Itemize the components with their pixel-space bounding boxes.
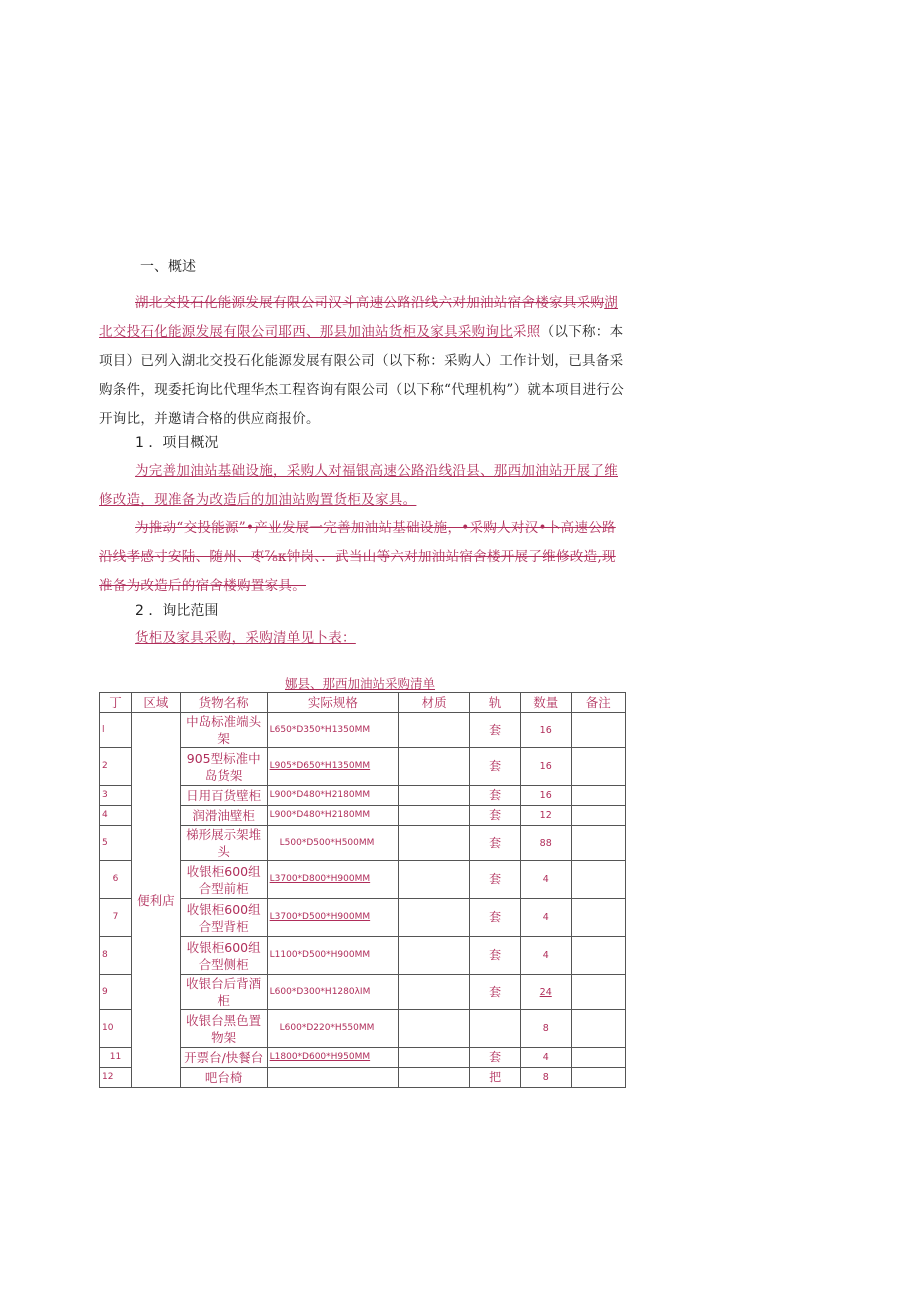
row-no: 10 bbox=[100, 1010, 132, 1048]
row-note bbox=[571, 748, 625, 786]
header-name: 货物名称 bbox=[180, 693, 267, 713]
overview-text: （以下称：本项目）已列入湖北交投石化能源发展有限公司（以下称：采购人）工作计划，已具备采购条件，现委托询比代理华杰工程咨询有限公司（以下称“代理机构”）就本项目进行公开询比，并邀请合格的供应商报价。 bbox=[99, 324, 625, 427]
row-qty: 4 bbox=[520, 861, 571, 899]
row-note bbox=[571, 1048, 625, 1068]
row-unit: 套 bbox=[470, 899, 521, 937]
row-name: 中岛标准端头架 bbox=[180, 713, 267, 748]
row-name: 收银台黑色置物架 bbox=[180, 1010, 267, 1048]
row-no: 9 bbox=[100, 975, 132, 1010]
row-qty: 4 bbox=[520, 937, 571, 975]
row-unit: 套 bbox=[470, 937, 521, 975]
row-no: 7 bbox=[100, 899, 132, 937]
row-no: 12 bbox=[100, 1068, 132, 1088]
row-note bbox=[571, 937, 625, 975]
row-material bbox=[399, 861, 470, 899]
header-note: 备注 bbox=[571, 693, 625, 713]
row-material bbox=[399, 1068, 470, 1088]
project-overview-new-text: 为完善加油站基础设施，采购人对福银高速公路沿线沿县、那西加油站开展了维修改造，现准备为改造后的加油站购置货柜及家具。 bbox=[99, 463, 618, 508]
header-spec: 实际规格 bbox=[267, 693, 398, 713]
row-note bbox=[571, 786, 625, 806]
row-no: 8 bbox=[100, 937, 132, 975]
subsection-heading-overview: 1 ．项目概况 bbox=[135, 435, 219, 451]
table-title: 娜县、那西加油站采购清单 bbox=[285, 676, 436, 691]
row-unit: 套 bbox=[470, 861, 521, 899]
row-material bbox=[399, 826, 470, 861]
project-name-tail: 采照 bbox=[513, 324, 541, 340]
row-unit: 把 bbox=[470, 1068, 521, 1088]
row-qty: 12 bbox=[520, 806, 571, 826]
row-spec: L900*D480*H2180MM bbox=[267, 786, 398, 806]
row-spec: L650*D350*H1350MM bbox=[267, 713, 398, 748]
row-unit: 套 bbox=[470, 1048, 521, 1068]
row-material bbox=[399, 713, 470, 748]
row-spec: L3700*D500*H900MM bbox=[267, 899, 398, 937]
subsection-heading-scope: 2 ．询比范围 bbox=[135, 603, 219, 619]
row-name: 开票台/快餐台 bbox=[180, 1048, 267, 1068]
row-material bbox=[399, 748, 470, 786]
row-note bbox=[571, 975, 625, 1010]
row-unit: 套 bbox=[470, 806, 521, 826]
row-note bbox=[571, 1010, 625, 1048]
header-qty: 数量 bbox=[520, 693, 571, 713]
header-area: 区域 bbox=[131, 693, 180, 713]
header-unit: 轨 bbox=[470, 693, 521, 713]
row-spec: L600*D300*H1280λIM bbox=[267, 975, 398, 1010]
row-spec bbox=[267, 1068, 398, 1088]
row-qty: 4 bbox=[520, 899, 571, 937]
inserted-project-name: 湖北交投石化能源发展有限公司耶西、那县加油站货柜及家具采购询比 bbox=[99, 295, 619, 340]
row-no: 3 bbox=[100, 786, 132, 806]
row-name: 梯形展示架堆头 bbox=[180, 826, 267, 861]
row-qty: 16 bbox=[520, 786, 571, 806]
row-name: 润滑油壁柜 bbox=[180, 806, 267, 826]
row-no: 6 bbox=[100, 861, 132, 899]
row-unit: 套 bbox=[470, 748, 521, 786]
row-unit: 套 bbox=[470, 975, 521, 1010]
row-qty: 16 bbox=[520, 713, 571, 748]
row-no: 5 bbox=[100, 826, 132, 861]
row-spec: L900*D480*H2180MM bbox=[267, 806, 398, 826]
table-row bbox=[100, 713, 626, 748]
row-qty: 8 bbox=[520, 1068, 571, 1088]
row-note bbox=[571, 713, 625, 748]
row-material bbox=[399, 786, 470, 806]
row-note bbox=[571, 806, 625, 826]
row-spec: L1100*D500*H900MM bbox=[267, 937, 398, 975]
project-overview-deleted-text: 为推动“交投能源”•产业发展一完善加油站基础设施，•采购人对汉•卜高速公路沿线孝感寸安陆、随州、枣⅞κ钟岗、．武当山等六对加油站宿舍楼开展了维修改造,现准备为改造后的宿舍楼购置家具。 bbox=[99, 520, 616, 594]
row-spec: L3700*D800*H900MM bbox=[267, 861, 398, 899]
area-cell: 便利店 bbox=[131, 713, 180, 1088]
row-name: 吧台椅 bbox=[180, 1068, 267, 1088]
row-unit: 套 bbox=[470, 786, 521, 806]
row-spec: L905*D650*H1350MM bbox=[267, 748, 398, 786]
row-unit bbox=[470, 1010, 521, 1048]
row-spec: L1800*D600*H950MM bbox=[267, 1048, 398, 1068]
scope-text: 货柜及家具采购，采购清单见卜表： bbox=[135, 630, 356, 646]
row-note bbox=[571, 1068, 625, 1088]
row-material bbox=[399, 1048, 470, 1068]
row-qty: 24 bbox=[520, 975, 571, 1010]
row-no: 2 bbox=[100, 748, 132, 786]
procurement-table bbox=[99, 692, 626, 1088]
row-unit: 套 bbox=[470, 826, 521, 861]
row-no: 11 bbox=[100, 1048, 132, 1068]
row-material bbox=[399, 899, 470, 937]
section-heading: 一、概述 bbox=[140, 259, 196, 275]
row-qty: 88 bbox=[520, 826, 571, 861]
header-no: 丁 bbox=[100, 693, 132, 713]
row-spec: L500*D500*H500MM bbox=[267, 826, 398, 861]
row-note bbox=[571, 899, 625, 937]
table-header-row bbox=[100, 693, 626, 713]
row-unit: 套 bbox=[470, 713, 521, 748]
overview-paragraph bbox=[99, 289, 627, 434]
row-qty: 16 bbox=[520, 748, 571, 786]
row-material bbox=[399, 806, 470, 826]
row-qty: 4 bbox=[520, 1048, 571, 1068]
row-name: 905型标准中岛货架 bbox=[180, 748, 267, 786]
row-spec: L600*D220*H550MM bbox=[267, 1010, 398, 1048]
row-material bbox=[399, 975, 470, 1010]
row-note bbox=[571, 861, 625, 899]
row-name: 收银柜600组合型前柜 bbox=[180, 861, 267, 899]
row-name: 日用百货壁柜 bbox=[180, 786, 267, 806]
row-no: l bbox=[100, 713, 132, 748]
row-name: 收银柜600组合型背柜 bbox=[180, 899, 267, 937]
row-material bbox=[399, 937, 470, 975]
row-note bbox=[571, 826, 625, 861]
struck-project-name: 湖北交投石化能源发展有限公司汉斗高速公路沿线六对加油站宿舍楼家具采购 bbox=[135, 295, 605, 311]
header-material: 材质 bbox=[399, 693, 470, 713]
row-name: 收银柜600组合型侧柜 bbox=[180, 937, 267, 975]
row-name: 收银台后背酒柜 bbox=[180, 975, 267, 1010]
row-qty: 8 bbox=[520, 1010, 571, 1048]
row-no: 4 bbox=[100, 806, 132, 826]
row-material bbox=[399, 1010, 470, 1048]
